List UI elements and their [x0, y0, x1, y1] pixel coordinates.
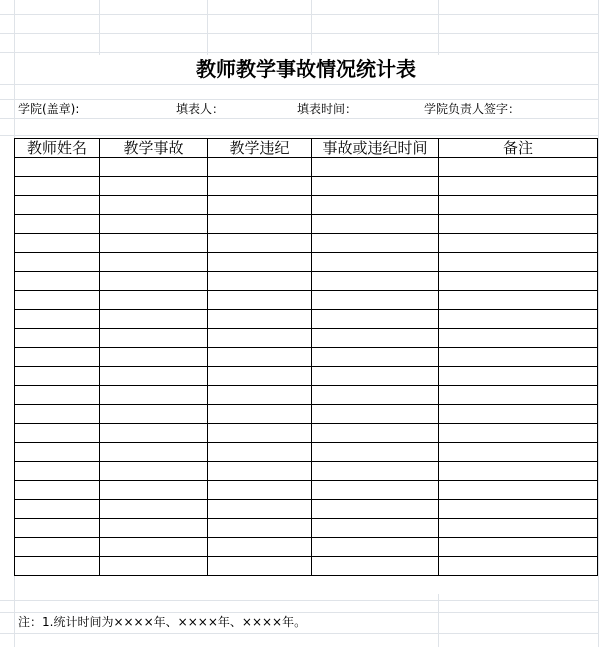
table-cell[interactable] [312, 443, 439, 462]
table-cell[interactable] [208, 158, 312, 177]
header-teaching-accident: 教学事故 [100, 139, 208, 158]
table-cell[interactable] [208, 348, 312, 367]
table-cell[interactable] [100, 500, 208, 519]
table-cell[interactable] [208, 424, 312, 443]
table-cell[interactable] [312, 348, 439, 367]
table-row [15, 519, 598, 538]
table-cell[interactable] [439, 177, 598, 196]
table-cell[interactable] [15, 538, 100, 557]
table-row [15, 158, 598, 177]
table-cell[interactable] [100, 310, 208, 329]
table-cell[interactable] [15, 481, 100, 500]
table-cell[interactable] [439, 310, 598, 329]
table-cell[interactable] [15, 443, 100, 462]
table-cell[interactable] [15, 196, 100, 215]
table-cell[interactable] [439, 500, 598, 519]
table-cell[interactable] [439, 538, 598, 557]
table-cell[interactable] [100, 519, 208, 538]
table-row [15, 538, 598, 557]
table-cell[interactable] [312, 462, 439, 481]
table-row [15, 405, 598, 424]
table-cell[interactable] [100, 443, 208, 462]
table-cell[interactable] [439, 462, 598, 481]
table-row [15, 177, 598, 196]
table-cell[interactable] [439, 367, 598, 386]
table-cell[interactable] [15, 177, 100, 196]
table-cell[interactable] [208, 196, 312, 215]
table-cell[interactable] [15, 291, 100, 310]
header-teacher-name: 教师姓名 [15, 139, 100, 158]
table-row [15, 367, 598, 386]
leader-signature-label: 学院负责人签字： [424, 102, 521, 116]
table-cell[interactable] [312, 405, 439, 424]
table-cell[interactable] [208, 291, 312, 310]
table-cell[interactable] [15, 386, 100, 405]
table-cell[interactable] [208, 177, 312, 196]
table-cell[interactable] [100, 348, 208, 367]
table-cell[interactable] [439, 424, 598, 443]
table-cell[interactable] [100, 386, 208, 405]
table-cell[interactable] [208, 272, 312, 291]
table-cell[interactable] [208, 310, 312, 329]
table-cell[interactable] [100, 158, 208, 177]
header-remarks: 备注 [439, 139, 598, 158]
table-cell[interactable] [312, 234, 439, 253]
table-cell[interactable] [439, 196, 598, 215]
table-cell[interactable] [439, 215, 598, 234]
table-cell[interactable] [100, 462, 208, 481]
table-cell[interactable] [208, 253, 312, 272]
header-incident-time: 事故或违纪时间 [312, 139, 439, 158]
table-cell[interactable] [439, 405, 598, 424]
table-cell[interactable] [208, 329, 312, 348]
table-cell[interactable] [100, 481, 208, 500]
table-row [15, 462, 598, 481]
table-cell[interactable] [312, 196, 439, 215]
table-cell[interactable] [439, 386, 598, 405]
table-row [15, 253, 598, 272]
table-row [15, 291, 598, 310]
table-cell[interactable] [15, 500, 100, 519]
filler-label: 填表人： [176, 102, 225, 116]
fill-time-label: 填表时间： [297, 102, 358, 116]
table-cell[interactable] [100, 177, 208, 196]
table-cell[interactable] [208, 481, 312, 500]
table-cell[interactable] [312, 557, 439, 576]
table-row [15, 557, 598, 576]
table-cell[interactable] [439, 234, 598, 253]
table-row [15, 424, 598, 443]
footnote: 注：1.统计时间为××××年、××××年、××××年。 [18, 615, 307, 629]
table-cell[interactable] [100, 424, 208, 443]
table-cell[interactable] [312, 367, 439, 386]
table-cell[interactable] [439, 519, 598, 538]
table-cell[interactable] [100, 367, 208, 386]
table-cell[interactable] [439, 272, 598, 291]
table-cell[interactable] [15, 557, 100, 576]
table-cell[interactable] [15, 462, 100, 481]
table-cell[interactable] [15, 405, 100, 424]
table-cell[interactable] [312, 519, 439, 538]
table-cell[interactable] [312, 386, 439, 405]
table-cell[interactable] [15, 348, 100, 367]
table-cell[interactable] [312, 177, 439, 196]
table-cell[interactable] [208, 557, 312, 576]
table-cell[interactable] [15, 519, 100, 538]
table-row [15, 310, 598, 329]
table-row [15, 329, 598, 348]
table-cell[interactable] [208, 538, 312, 557]
table-cell[interactable] [312, 272, 439, 291]
table-cell[interactable] [439, 557, 598, 576]
table-cell[interactable] [15, 253, 100, 272]
table-row [15, 215, 598, 234]
table-cell[interactable] [15, 234, 100, 253]
table-row [15, 196, 598, 215]
table-cell[interactable] [15, 310, 100, 329]
table-cell[interactable] [208, 519, 312, 538]
table-cell[interactable] [439, 443, 598, 462]
table-cell[interactable] [439, 253, 598, 272]
table-row [15, 443, 598, 462]
table-row [15, 272, 598, 291]
table-row [15, 500, 598, 519]
table-cell[interactable] [312, 329, 439, 348]
table-cell[interactable] [312, 500, 439, 519]
table-cell[interactable] [439, 481, 598, 500]
table-cell[interactable] [15, 424, 100, 443]
page-title: 教师教学事故情况统计表 [196, 57, 416, 81]
table-cell[interactable] [208, 367, 312, 386]
table-row [15, 234, 598, 253]
table-cell[interactable] [15, 329, 100, 348]
table-cell[interactable] [312, 424, 439, 443]
table-cell[interactable] [439, 329, 598, 348]
table-row [15, 386, 598, 405]
table-cell[interactable] [208, 443, 312, 462]
table-cell[interactable] [15, 215, 100, 234]
table-cell[interactable] [312, 158, 439, 177]
table-row [15, 481, 598, 500]
table-cell[interactable] [439, 158, 598, 177]
table-cell[interactable] [312, 310, 439, 329]
table-cell[interactable] [100, 329, 208, 348]
table-cell[interactable] [312, 481, 439, 500]
table-cell[interactable] [100, 272, 208, 291]
college-seal-label: 学院(盖章): [18, 102, 80, 116]
accident-stats-table [14, 138, 598, 576]
table-cell[interactable] [208, 386, 312, 405]
table-cell[interactable] [208, 234, 312, 253]
header-teaching-violation: 教学违纪 [208, 139, 312, 158]
table-cell[interactable] [15, 367, 100, 386]
table-row [15, 348, 598, 367]
table-header-row [15, 139, 598, 158]
table-cell[interactable] [208, 500, 312, 519]
table-cell[interactable] [100, 253, 208, 272]
table-cell[interactable] [439, 348, 598, 367]
table-cell[interactable] [208, 462, 312, 481]
table-cell[interactable] [439, 291, 598, 310]
table-cell[interactable] [15, 158, 100, 177]
table-cell[interactable] [312, 291, 439, 310]
table-cell[interactable] [100, 291, 208, 310]
table-cell[interactable] [208, 405, 312, 424]
table-cell[interactable] [100, 215, 208, 234]
table-cell[interactable] [312, 215, 439, 234]
table-cell[interactable] [312, 538, 439, 557]
table-cell[interactable] [100, 196, 208, 215]
table-cell[interactable] [208, 215, 312, 234]
table-cell[interactable] [312, 253, 439, 272]
table-cell[interactable] [15, 272, 100, 291]
table-cell[interactable] [100, 234, 208, 253]
table-cell[interactable] [100, 538, 208, 557]
table-cell[interactable] [100, 405, 208, 424]
table-cell[interactable] [100, 557, 208, 576]
